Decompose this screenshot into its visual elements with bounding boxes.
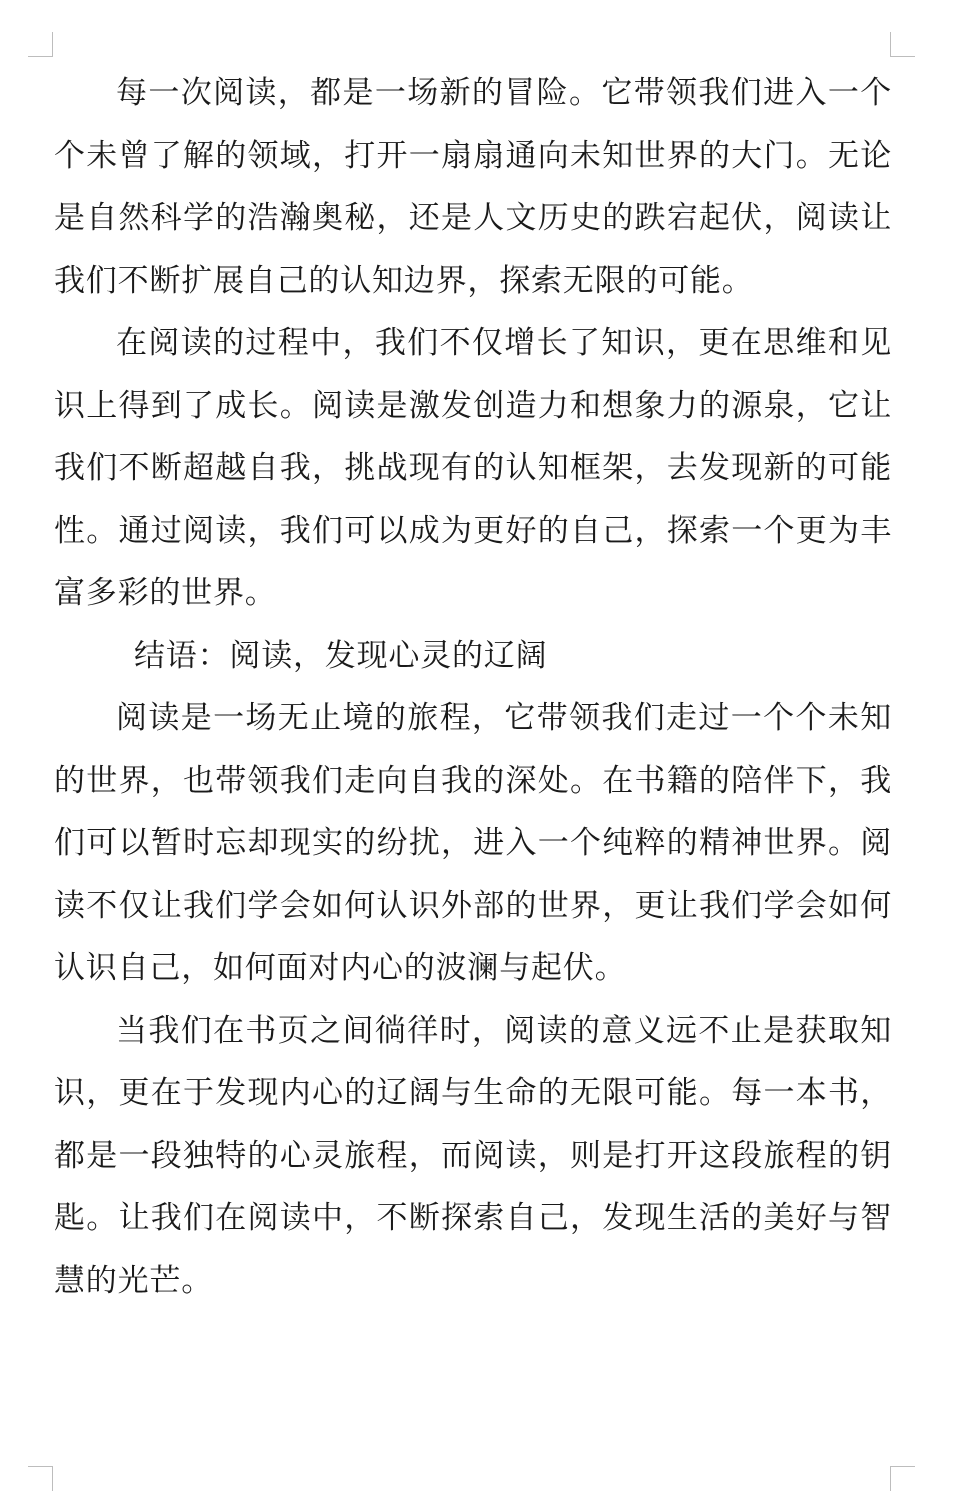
paragraph-reading-adventure: 每一次阅读，都是一场新的冒险。它带领我们进入一个个未曾了解的领域，打开一扇扇通向未知世界的大门。无论是自然科学的浩瀚奥秘，还是人文历史的跌宕起伏，阅读让我们不断扩展自己的认知边界，探索无限的可能。 bbox=[54, 75, 892, 299]
section-heading: 结语：阅读，发现心灵的辽阔 bbox=[134, 637, 548, 674]
crop-mark-top-right bbox=[890, 32, 915, 57]
crop-mark-bottom-right bbox=[890, 1466, 915, 1491]
document-body bbox=[54, 62, 892, 1312]
paragraph-reading-growth: 在阅读的过程中，我们不仅增长了知识，更在思维和见识上得到了成长。阅读是激发创造力和想象力的源泉，它让我们不断超越自我，挑战现有的认知框架，去发现新的可能性。通过阅读，我们可以成为更好的自己，探索一个更为丰富多彩的世界。 bbox=[54, 325, 892, 611]
paragraph-endless-journey: 阅读是一场无止境的旅程，它带领我们走过一个个未知的世界，也带领我们走向自我的深处。在书籍的陪伴下，我们可以暂时忘却现实的纷扰，进入一个纯粹的精神世界。阅读不仅让我们学会如何认识外部的世界，更让我们学会如何认识自己，如何面对内心的波澜与起伏。 bbox=[54, 700, 892, 986]
paragraph-meaning-of-reading: 当我们在书页之间徜徉时，阅读的意义远不止是获取知识，更在于发现内心的辽阔与生命的无限可能。每一本书，都是一段独特的心灵旅程，而阅读，则是打开这段旅程的钥匙。让我们在阅读中，不断探索自己，发现生活的美好与智慧的光芒。 bbox=[54, 1012, 892, 1299]
crop-mark-top-left bbox=[28, 32, 53, 57]
crop-mark-bottom-left bbox=[28, 1466, 53, 1491]
